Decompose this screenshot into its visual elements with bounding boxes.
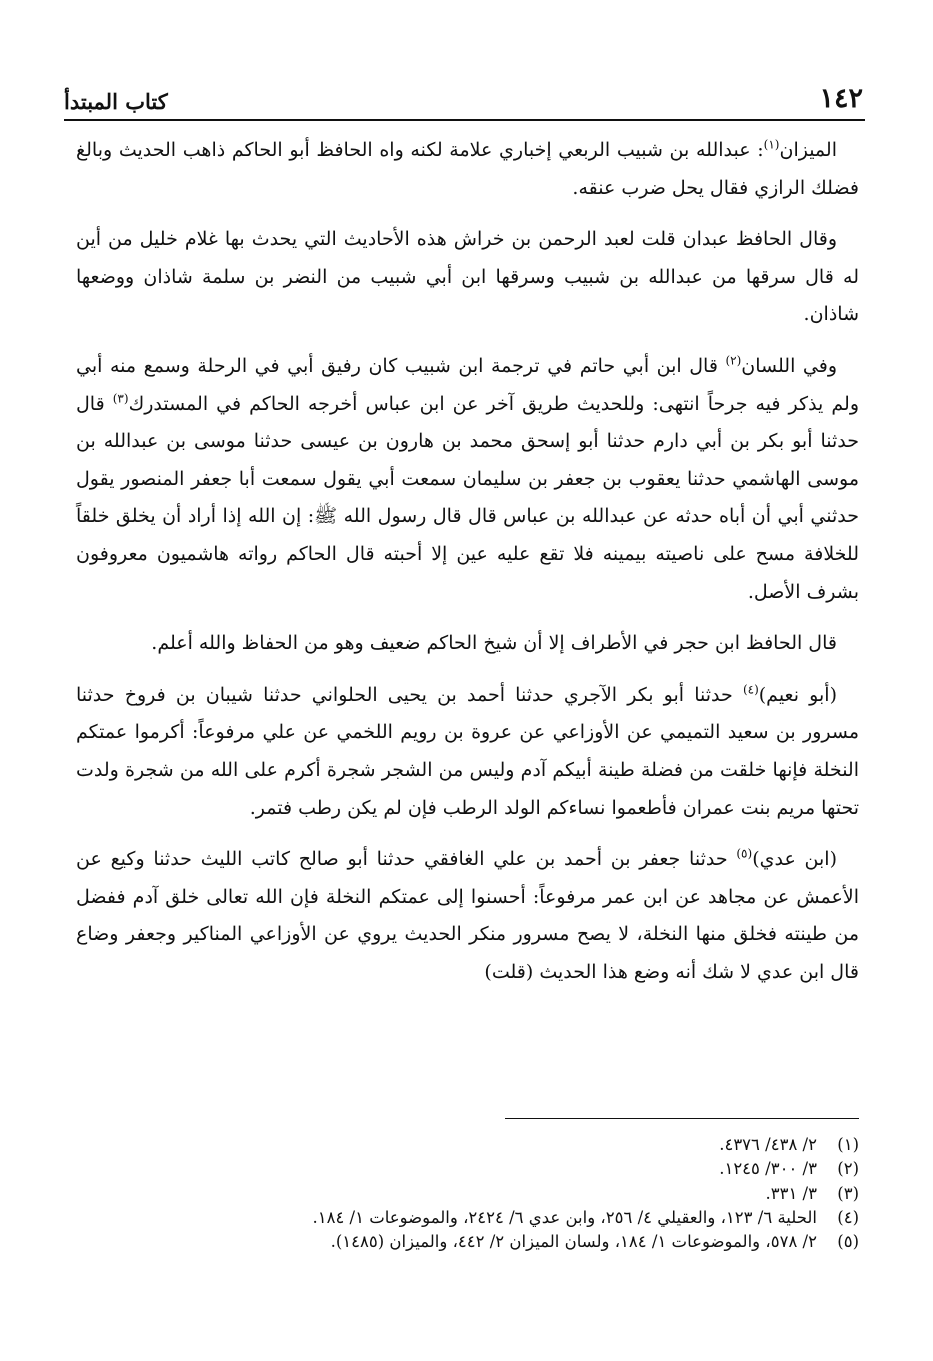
page-header (64, 74, 863, 114)
paragraph-4: قال الحافظ ابن حجر في الأطراف إلا أن شيخ الحاكم ضعيف وهو من الحفاظ والله أعلم. (151, 632, 837, 655)
footnote-ref-3: (٣) (112, 391, 129, 406)
footnote-ref-5: (٥) (736, 846, 753, 861)
paragraph-5: (أبو نعيم)$^{(٤)}$ حدثنا أبو بكر الآجري حدثنا أحمد بن يحيى الحلواني حدثنا شيبان بن فروخ حدثنا مسرور بن سعيد التميمي عن الأوزاعي عن عروة بن رويم اللخمي عن علي مرفوعاً: أكرموا عمتكم النخلة فإنها خلقت من فضلة طينة أبيكم آدم وليس من الشجر شجرة أكرم على الله من شجرة ولدت تحتها مريم بنت عمران فأطعموا نساءكم الولد الرطب فإن لم يكن رطب فتمر. (76, 682, 859, 819)
footnote-5 (80, 1230, 859, 1254)
header-rule (64, 119, 865, 121)
paragraph-3: وفي اللسان$^{(٢)}$ قال ابن أبي حاتم في ترجمة ابن شبيب كان رفيق أبي في الرحلة وسمع منه أبي ولم يذكر فيه جرحاً انتهى: وللحديث طريق آخر عن ابن عباس أخرجه الحاكم في المستدرك$^{(٣)}$ قال حدثنا أبو بكر بن أبي دارم حدثنا أبو إسحق محمد بن هارون بن عيسى حدثنا موسى بن عبدالله بن موسى الهاشمي حدثنا يعقوب بن جعفر بن سليمان سمعت أبي يقول سمعت أبا جعفر المنصور يقول حدثني أبي أن أباه حدثه عن عبدالله بن عباس قال قال رسول الله ﷺ: إن الله إذا أراد أن يخلق خلقاً للخلافة مسح على ناصيته بيمينه فلا تقع عليه عين إلا أحبته قال الحاكم رواته هاشميون معروفون بشرف الأصل. (76, 353, 860, 603)
footnote-ref-2: (٢) (725, 353, 742, 368)
body-text (76, 132, 859, 1005)
footnote-1 (80, 1133, 859, 1157)
footnote-text: ٣/ ٣٣١. (765, 1183, 817, 1203)
footnote-number: (٣) (837, 1183, 859, 1203)
footnote-text: الحلية ٦/ ١٢٣، والعقيلي ٤/ ٢٥٦، وابن عدي ٦/ ٢٤٢٤، والموضوعات ١/ ١٨٤. (312, 1207, 817, 1227)
footnote-ref-4: (٤) (742, 682, 759, 697)
paragraph-6: (ابن عدي)$^{(٥)}$ حدثنا جعفر بن أحمد بن علي الغافقي حدثنا أبو صالح كاتب الليث حدثنا وكيع عن الأعمش عن مجاهد عن ابن عمر مرفوعاً: أحسنوا إلى عمتكم النخلة فإن الله تعالى خلق آدم ففضل من طينته فخلق منها النخلة، لا يصح مسرور منكر الحديث يروي عن الأوزاعي المناكير وجعفر وضاع قال ابن عدي لا شك أنه وضع هذا الحديث (قلت) (76, 846, 859, 983)
footnote-text: ٢/ ٤٣٨/ ٤٣٧٦. (719, 1135, 817, 1154)
footnote-number: (٤) (837, 1207, 859, 1227)
footnote-ref-1: (١) (763, 137, 780, 152)
footnote-number: (٥) (837, 1232, 859, 1252)
footnote-4 (80, 1206, 859, 1230)
footnote-3 (80, 1182, 859, 1206)
footnote-text: ٢/ ٥٧٨، والموضوعات ١/ ١٨٤، ولسان الميزان ٢/ ٤٤٢، والميزان (١٤٨٥). (330, 1232, 817, 1252)
paragraph-2: وقال الحافظ عبدان قلت لعبد الرحمن بن خراش هذه الأحاديث التي يحدث بها غلام خليل من أين له قال سرقها من عبدالله بن شبيب وسرقها ابن أبي شبيب من النضر بن سلمة شاذان ووضعها شاذان. (76, 228, 859, 326)
footnotes (80, 1133, 859, 1254)
footnote-number: (١) (837, 1135, 859, 1154)
paragraph-1: الميزان$^{(١)}$: عبدالله بن شبيب الربعي إخباري علامة لكنه واه الحافظ أبو الحاكم ذاهب الحديث وبالغ فضلك الرازي فقال يحل ضرب عنقه. (76, 137, 859, 199)
page-number: ١٤٢ (819, 83, 863, 114)
footnote-number: (٢) (837, 1159, 859, 1179)
footnote-text: ٣/ ٣٠٠/ ١٢٤٥. (719, 1159, 817, 1179)
footnote-separator (505, 1118, 859, 1119)
running-title: كتاب المبتدأ (64, 89, 168, 114)
footnote-2 (80, 1157, 859, 1181)
